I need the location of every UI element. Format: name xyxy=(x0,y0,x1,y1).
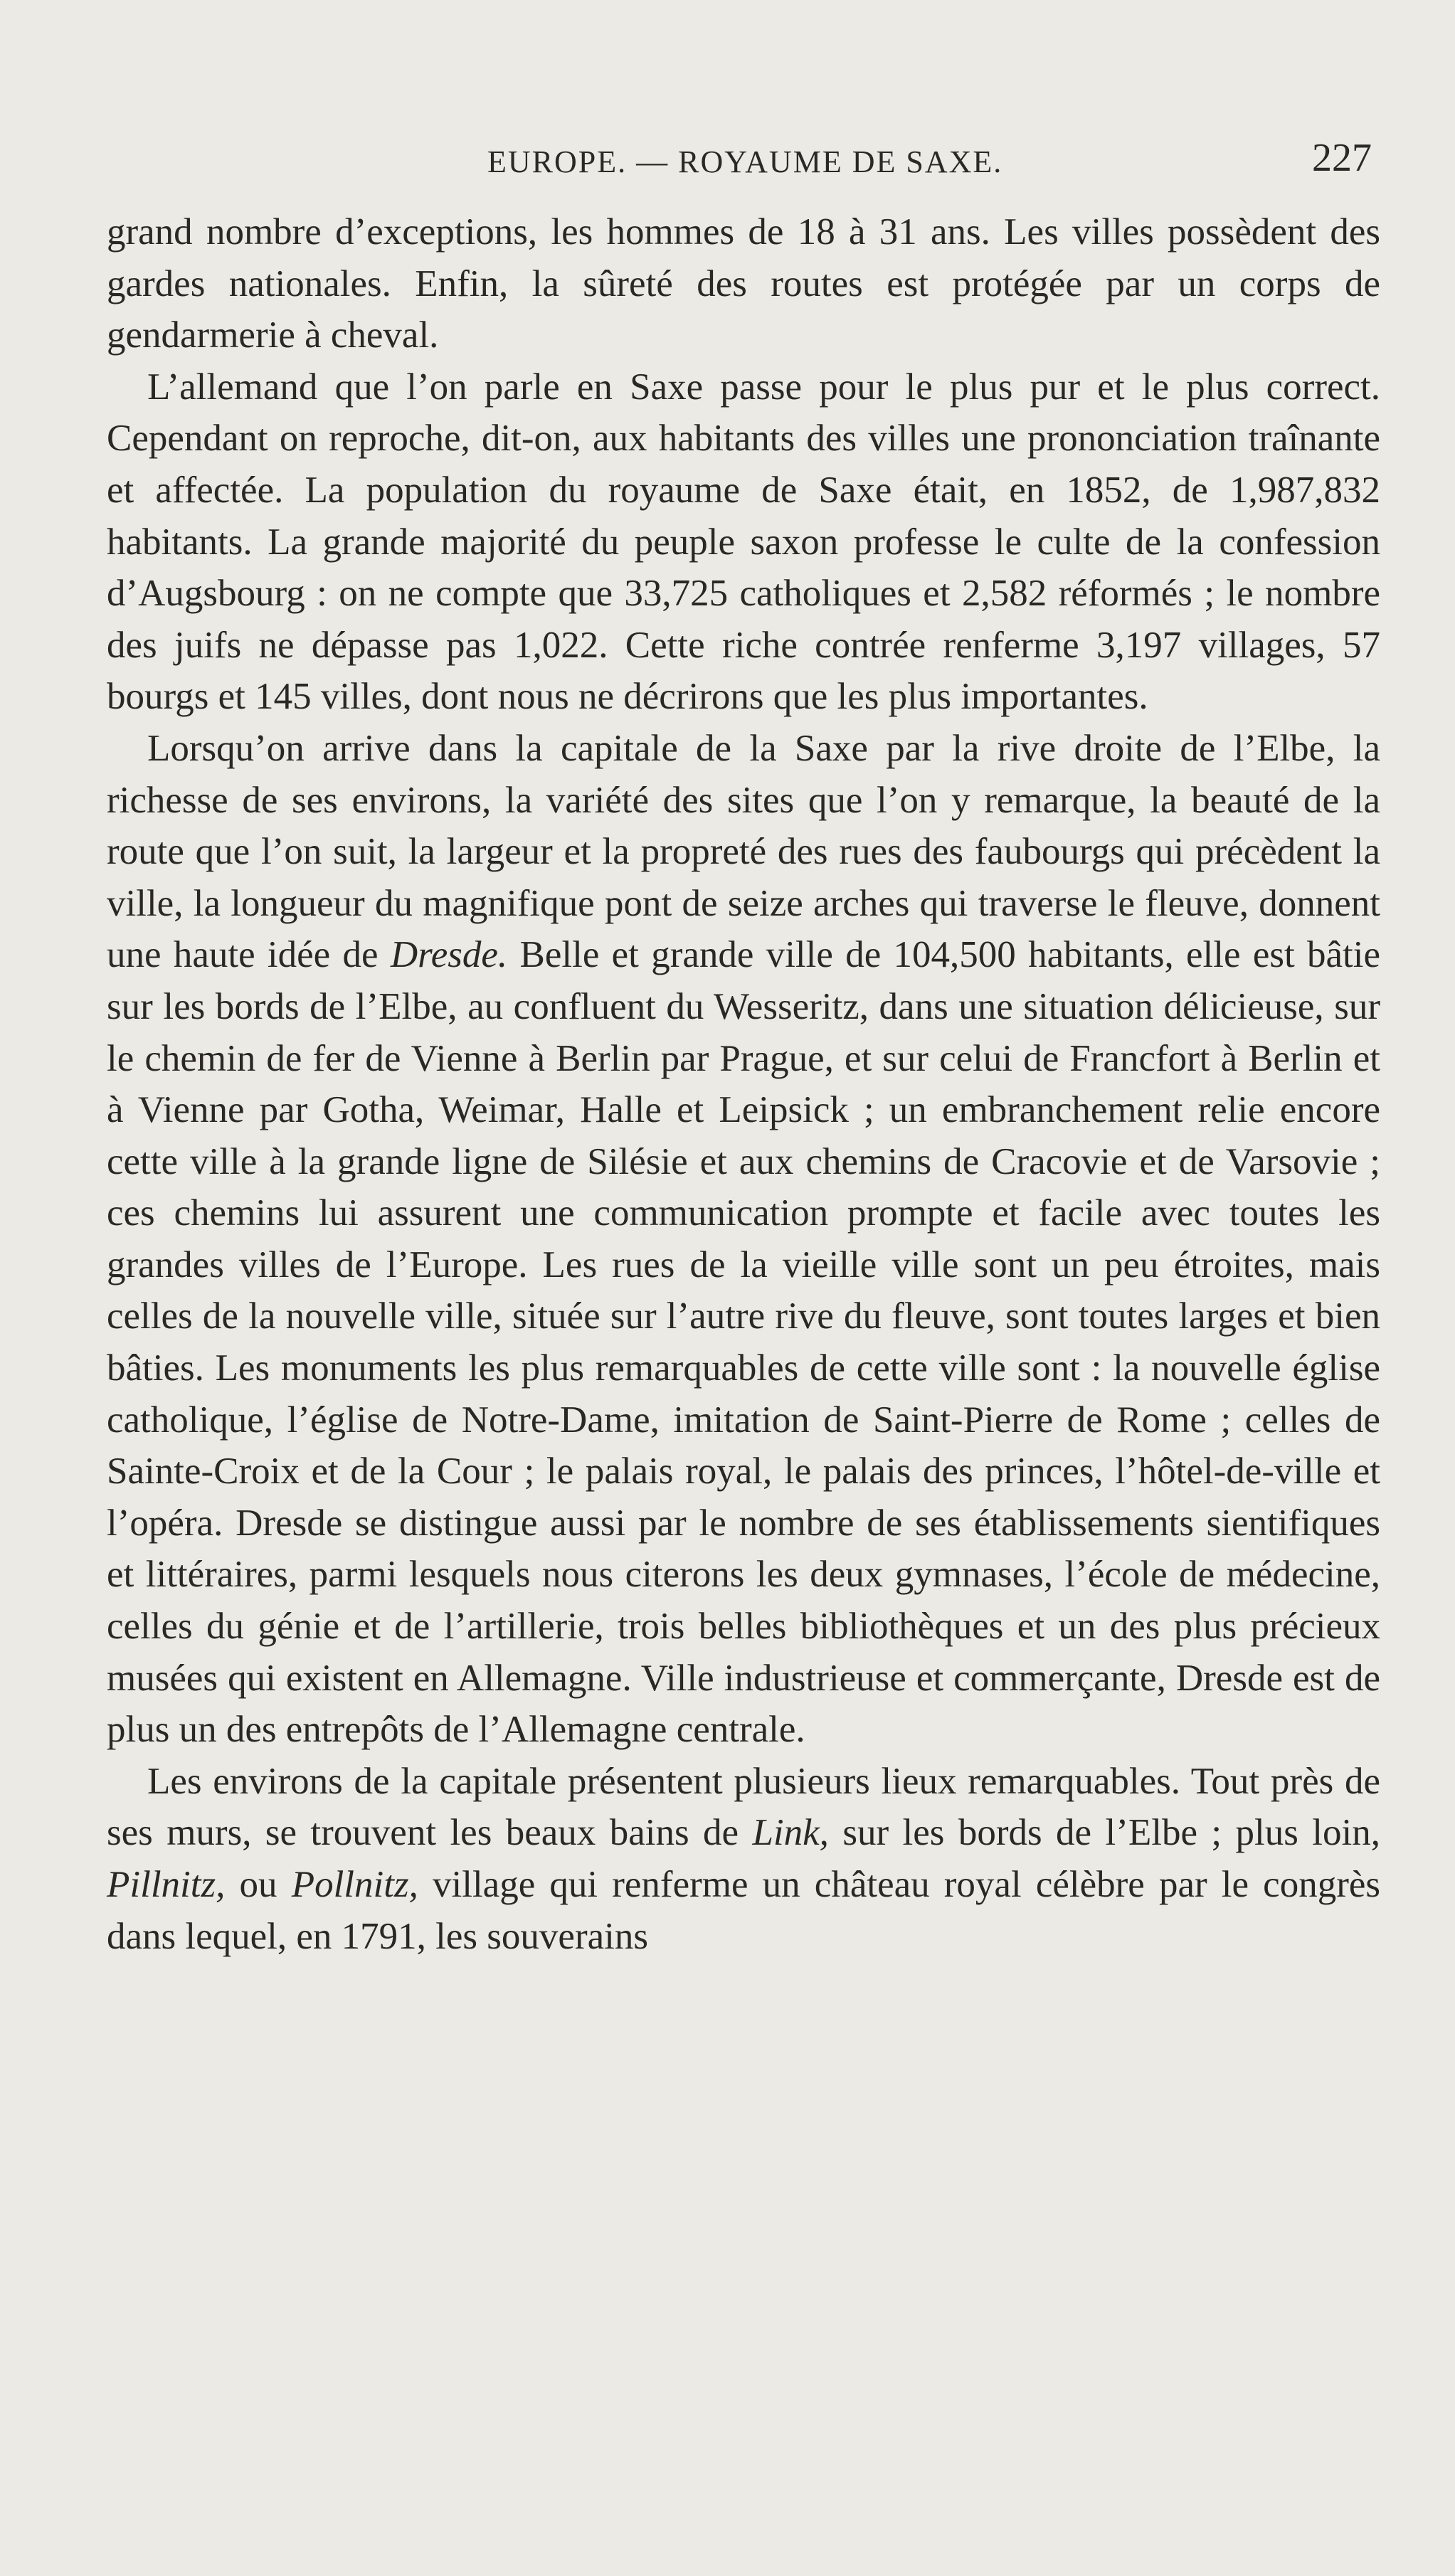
italic-place-name: Link, xyxy=(752,1812,829,1854)
paragraph-text: L’allemand que l’on parle en Saxe passe pour le plus pur et le plus correct. Cependant on reproche, dit-on, aux habitants des villes une prononciation traînante et affectée. La population du royaume de Saxe était, en 1852, de 1,987,832 habitants. La grande majorité du peuple saxon professe le culte de la confession d’Augsbourg : on ne compte que 33,725 catholiques et 2,582 réformés ; le nombre des juifs ne dépasse pas 1,022. Cette riche contrée renferme 3,197 villages, 57 bourgs et 145 villes, dont nous ne décrirons que les plus importantes. xyxy=(107,366,1380,718)
paragraph xyxy=(107,206,1380,361)
paragraph xyxy=(107,1756,1380,1962)
paragraph-text: grand nombre d’exceptions, les hommes de 18 à 31 ans. Les villes possèdent des gardes nationales. Enfin, la sûreté des routes est protégée par un corps de gendarmerie à cheval. xyxy=(107,211,1380,356)
body-text xyxy=(107,206,1380,1962)
page-number: 227 xyxy=(1312,136,1372,180)
italic-place-name: Dresde. xyxy=(390,934,508,976)
paragraph-text: ou xyxy=(225,1864,292,1905)
running-head: EUROPE. — ROYAUME DE SAXE. xyxy=(487,144,1003,179)
paragraph-text: sur les bords de l’Elbe ; plus loin, xyxy=(828,1812,1380,1854)
paragraph xyxy=(107,361,1380,723)
italic-place-name: Pillnitz, xyxy=(107,1864,226,1905)
paragraph-text: Les environs de la capitale présentent plusieurs lieux remarquables. Tout près de ses murs, se trouvent les beaux bains de xyxy=(107,1760,1380,1854)
page-header xyxy=(107,135,1380,192)
paragraph xyxy=(107,723,1380,1756)
paragraph-text: village qui renferme un château royal célèbre par le congrès dans lequel, en 1791, les souverains xyxy=(107,1864,1380,1957)
paragraph-text: Belle et grande ville de 104,500 habitants, elle est bâtie sur les bords de l’Elbe, au confluent du Wesseritz, dans une situation délicieuse, sur le chemin de fer de Vienne à Berlin par Prague, et sur celui de Francfort à Berlin et à Vienne par Gotha, Weimar, Halle et Leipsick ; un embranchement relie encore cette ville à la grande ligne de Silésie et aux chemins de Cracovie et de Varsovie ; ces chemins lui assurent une communication prompte et facile avec toutes les grandes villes de l’Europe. Les rues de la vieille ville sont un peu étroites, mais celles de la nouvelle ville, située sur l’autre rive du fleuve, sont toutes larges et bien bâties. Les monuments les plus remarquables de cette ville sont : la nouvelle église catholique, l’église de Notre-Dame, imitation de Saint-Pierre de Rome ; celles de Sainte-Croix et de la Cour ; le palais royal, le palais des princes, l’hôtel-de-ville et l’opéra. Dresde se distingue aussi par le nombre de ses établissements sientifiques et littéraires, parmi lesquels nous citerons les deux gymnases, l’école de médecine, celles du génie et de l’artillerie, trois belles bibliothèques et un des plus précieux musées qui existent en Allemagne. Ville industrieuse et commerçante, Dresde est de plus un des entrepôts de l’Allemagne centrale. xyxy=(107,934,1380,1751)
italic-place-name: Pollnitz, xyxy=(291,1864,418,1905)
paragraph-text: Lorsqu’on arrive dans la capitale de la Saxe par la rive droite de l’Elbe, la richesse de ses environs, la variété des sites que l’on y remarque, la beauté de la route que l’on suit, la largeur et la propreté des rues des faubourgs qui précèdent la ville, la longueur du magnifique pont de seize arches qui traverse le fleuve, donnent une haute idée de xyxy=(107,727,1380,976)
